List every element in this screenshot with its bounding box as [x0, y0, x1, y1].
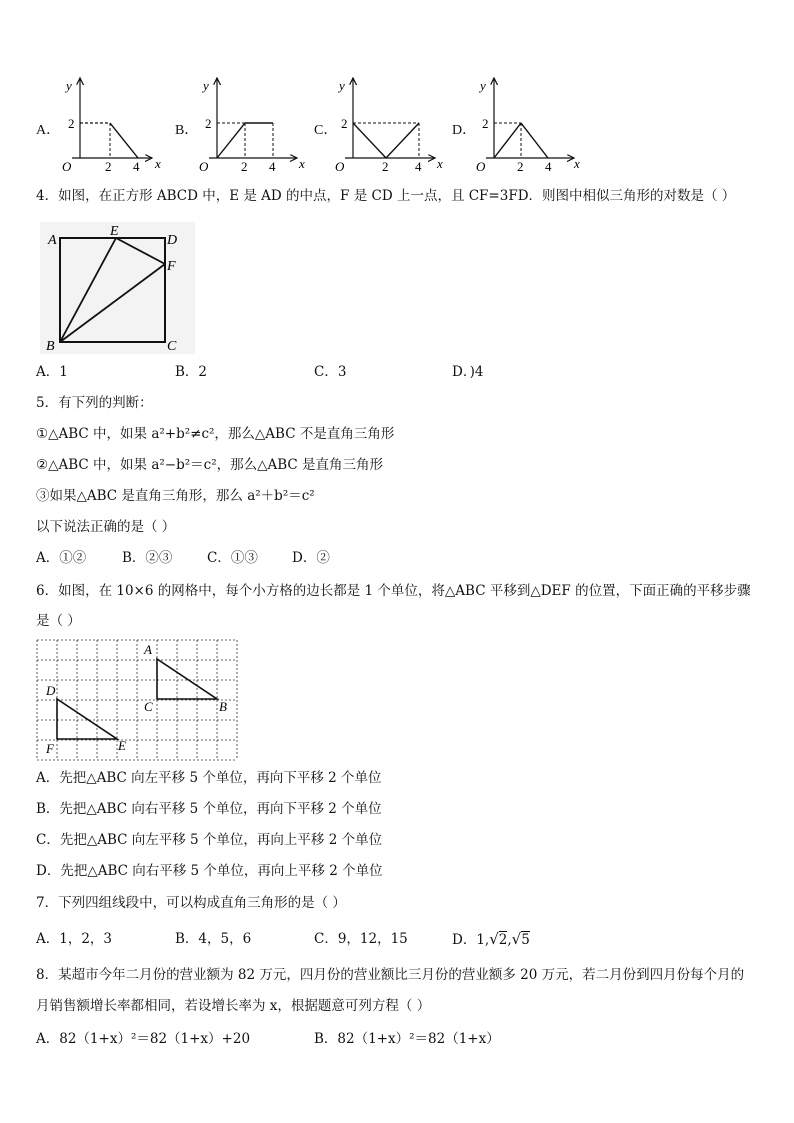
q7-radicand-1: 2: [498, 932, 508, 948]
vertex-f: F: [167, 259, 176, 274]
origin-label: O: [62, 159, 72, 174]
q7-option-d: [452, 929, 530, 950]
q5-item-3: ③如果△ABC 是直角三角形，那么 a²＋b²＝c²: [36, 488, 315, 504]
translation-grid: [36, 639, 242, 763]
grid-label-d: D: [46, 683, 56, 698]
q6-option-a: A．先把△ABC 向左平移 5 个单位，再向下平移 2 个单位: [36, 770, 382, 786]
x-tick-2: 2: [382, 159, 389, 174]
graph-c: [335, 78, 443, 174]
vertex-a: A: [48, 233, 57, 248]
q7-option-b: B．4，5，6: [175, 931, 252, 947]
vertex-b: B: [46, 339, 55, 354]
grid-label-b: B: [219, 699, 227, 714]
q5-option-a: A．①②: [36, 550, 87, 566]
sqrt-icon: √: [511, 930, 522, 948]
q5-option-b: B．②③: [122, 550, 173, 566]
q6-option-c: C．先把△ABC 向左平移 5 个单位，再向上平移 2 个单位: [36, 832, 383, 848]
q7-radicand-2: 5: [521, 932, 530, 948]
question-8-line-2: 月销售额增长率都相同，若设增长率为 x，根据题意可列方程（ ）: [36, 998, 431, 1014]
q5-item-1: ①△ABC 中，如果 a²+b²≠c²，那么△ABC 不是直角三角形: [36, 426, 395, 442]
x-tick-4: 4: [545, 159, 552, 174]
grid-label-a: A: [144, 642, 152, 657]
x-axis-label: x: [155, 156, 161, 171]
x-axis-label: x: [299, 156, 305, 171]
q4-option-b: B．2: [175, 364, 208, 380]
origin-label: O: [335, 159, 345, 174]
grid-label-e: E: [118, 738, 126, 753]
question-5-title: 5．有下列的判断：: [36, 395, 153, 411]
y-axis-label: y: [480, 78, 486, 93]
y-axis-label: y: [66, 78, 72, 93]
origin-label: O: [476, 159, 486, 174]
graph-a: [62, 78, 161, 174]
graph-d: [476, 78, 580, 174]
question-6-line-1: 6．如图，在 10×6 的网格中，每个小方格的边长都是 1 个单位，将△ABC 平移到△DEF 的位置，下面正确的平移步骤: [36, 583, 751, 599]
y-axis-label: y: [203, 78, 209, 93]
x-tick-4: 4: [269, 159, 276, 174]
q4-option-a: A．1: [36, 364, 68, 380]
x-tick-2: 2: [241, 159, 248, 174]
x-axis-label: x: [574, 156, 580, 171]
origin-label: O: [199, 159, 209, 174]
y-tick-2: 2: [482, 116, 489, 131]
x-tick-4: 4: [133, 159, 140, 174]
option-b-label: B．: [175, 123, 199, 138]
vertex-d: D: [167, 233, 178, 248]
grid-label-f: F: [46, 741, 54, 756]
option-a-label: A．: [36, 123, 61, 138]
sqrt-icon: √: [489, 930, 499, 948]
x-tick-2: 2: [517, 159, 524, 174]
vertex-c: C: [167, 339, 177, 354]
q6-option-d: D．先把△ABC 向右平移 5 个单位，再向上平移 2 个单位: [36, 863, 383, 879]
q8-option-b: B．82（1+x）²＝82（1+x）: [314, 1031, 500, 1047]
q7-option-d-comma: ,: [507, 932, 512, 948]
q3-graphs: [0, 70, 794, 175]
question-4-text: 4．如图，在正方形 ABCD 中，E 是 AD 的中点，F 是 CD 上一点，且 CF=3FD．则图中相似三角形的对数是（ ）: [36, 188, 736, 204]
q7-option-c: C．9，12，15: [314, 931, 408, 947]
x-axis-label: x: [437, 156, 443, 171]
vertex-e: E: [110, 224, 119, 239]
y-tick-2: 2: [68, 116, 75, 131]
q5-item-2: ②△ABC 中，如果 a²−b²＝c²，那么△ABC 是直角三角形: [36, 457, 384, 473]
q5-question: 以下说法正确的是（ ）: [36, 519, 176, 535]
question-8-line-1: 8．某超市今年二月份的营业额为 82 万元，四月份的营业额比三月份的营业额多 20 万元，若二月份到四月份每个月的: [36, 967, 745, 983]
grid-label-c: C: [144, 699, 153, 714]
x-tick-4: 4: [415, 159, 422, 174]
graph-b: [199, 78, 305, 174]
question-6-line-2: 是（ ）: [36, 613, 81, 629]
y-axis-label: y: [339, 78, 345, 93]
q8-option-a: A．82（1+x）²＝82（1+x）+20: [36, 1031, 251, 1047]
square-figure: [40, 222, 200, 354]
q4-option-d: D．)4: [452, 364, 484, 380]
option-c-label: C．: [314, 123, 338, 138]
y-tick-2: 2: [205, 116, 212, 131]
option-d-label: D．: [452, 123, 477, 138]
q5-option-d: D．②: [292, 550, 330, 566]
question-7-text: 7．下列四组线段中，可以构成直角三角形的是（ ）: [36, 895, 346, 911]
q7-option-a: A．1，2，3: [36, 931, 113, 947]
q7-option-d-prefix: D．1,: [452, 932, 490, 948]
q6-option-b: B．先把△ABC 向右平移 5 个单位，再向下平移 2 个单位: [36, 801, 382, 817]
x-tick-2: 2: [105, 159, 112, 174]
y-tick-2: 2: [341, 116, 348, 131]
q4-option-c: C．3: [314, 364, 347, 380]
q5-option-c: C．①③: [207, 550, 258, 566]
